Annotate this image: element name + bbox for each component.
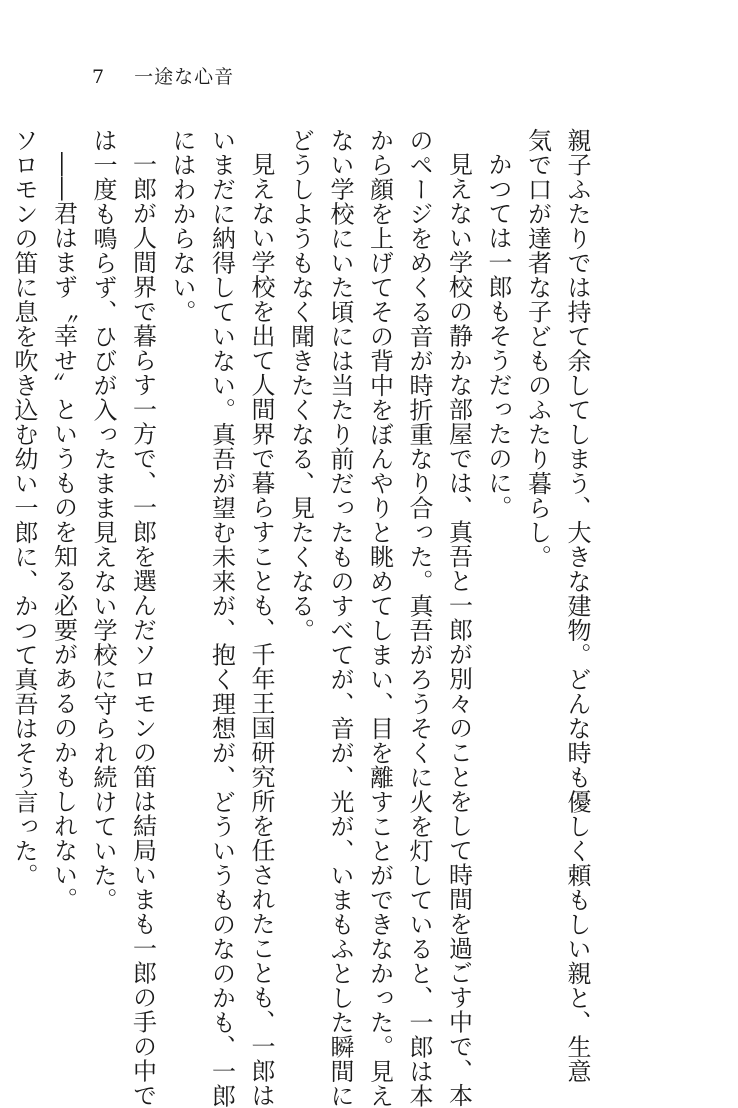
text-line: ソロモンの笛に息を吹き込む幼い一郎に、かつて真吾はそう言った。: [10, 128, 38, 888]
text-line: 見えない学校の静かな部屋では、真吾と一郎が別々のことをして時間を過ごす中で、本: [444, 152, 473, 1108]
page-number: 7: [92, 66, 106, 88]
text-line: 一郎が人間界で暮らす一方で、一郎を選んだソロモンの笛は結局いまも一郎の手の中で: [128, 152, 157, 1108]
text-line: のページをめくる音が時折重なり合った。真吾がろうそくに火を灯していると、一郎は本: [405, 128, 433, 1108]
text-line: かつては一郎もそうだったのに。: [484, 152, 512, 520]
text-line: 気で口が達者な子どものふたり暮らし。: [523, 128, 552, 569]
text-line: どうしようもなく聞きたくなる、見たくなる。: [286, 128, 315, 643]
text-line: は一度も鳴らず、ひびが入ったまま見えない学校に守られ続けていた。: [89, 128, 117, 912]
text-line: ない学校にいた頃には当たり前だったものすべてが、音が、光が、いまもふとした瞬間に: [326, 128, 354, 1108]
vertical-body-text: [10, 128, 596, 1108]
text-line: [0, 128, 4, 958]
text-line: から顔を上げてその背中をぼんやりと眺めてしまい、目を離すことができなかった。見え: [365, 128, 394, 1108]
text-line: 見えない学校を出て人間界で暮らすことも、千年王国研究所を任されたことも、一郎は: [247, 152, 275, 1108]
text-line: 親子ふたりでは持て余してしまう、大きな建物。どんな時も優しく頼もしい親と、生意: [563, 128, 591, 1084]
text-line: いまだに納得していない。真吾が望む未来が、抱く理想が、どういうものなのかも、一郎: [207, 128, 236, 1108]
text-line: にはわからない。: [168, 128, 196, 324]
chapter-title: 一途な心音: [134, 66, 235, 88]
running-header: [92, 62, 234, 89]
text-line: ――君はまず〝幸せ〟というものを知る必要があるのかもしれない。: [49, 152, 78, 912]
